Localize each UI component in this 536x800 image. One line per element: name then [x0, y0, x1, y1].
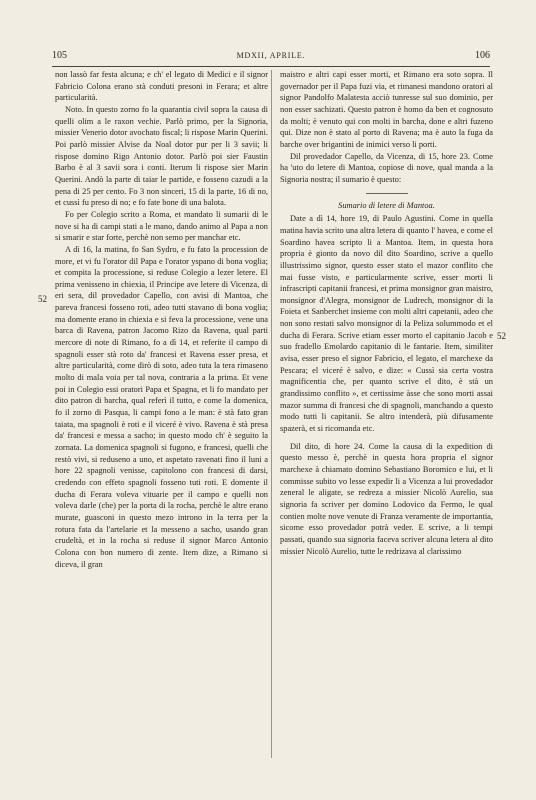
running-header [52, 50, 490, 64]
column-divider [271, 70, 272, 758]
left-paragraph: Noto. In questo zorno fo la quarantia civil sopra la causa di quelli olim a le raxon vechie. Parlò primo, per la Signoria, missier Venerio dotor avochato fiscal; li rispose Marin Querini. Poi parlò missier Alvise da Noal dotor pur per li 3 savii; li rispose domino Rigo Antonio dotor. Parlò poi sier Faustin Barbo è al 3 savii sora i conti. Iterum li rispose sier Marin Querini. Andò la parte di taiar le partide, e fosseno cazudi a la pena di 25 per cento. Fo 3 non sinceri, 15 di la parte, 16 di no, et cussì fu preso di no; e fo fate bone di una balota. [55, 104, 268, 208]
header-rule [52, 66, 490, 67]
page-number-left: 105 [52, 50, 67, 61]
left-paragraph: Fo per Colegio scrito a Roma, et mandato li sumarii di le nove si ha di campi stati a le mano, dando animo al Papa a non si smarir e star forte, perchè non semo per manchar etc. [55, 209, 268, 243]
left-column [55, 69, 268, 570]
running-title: MDXII, APRILE. [236, 51, 306, 60]
right-column [280, 69, 493, 557]
left-paragraph: non lassò far festa alcuna; e ch' el legato di Medici e il signor Fabricio Colona erano stà conduti presoni in Ferara; et altre particularità. [55, 70, 268, 103]
page-number-right: 106 [475, 50, 490, 61]
margin-number-right: 52 [497, 331, 506, 341]
section-subtitle: Sumario di letere di Mantoa. [338, 200, 435, 210]
margin-number-left: 52 [38, 294, 47, 304]
right-paragraph: maistro e altri capi esser morti, et Rimano era soto sopra. Il governador per il Papa fuzi via, et rimanesi mandono oratori al signor Pandolfo Malatesta acciò tunresse sul suo dominio, per non esser sachizati. Questo patron è homo da ben et cognosuto da molti; è venuto qui con molti in barcha, done e altri fuzeno qui. Dize non è stato al porto di Ravena; ma è auto la fuga da barche over brigantini de inimici verso li porti. [280, 70, 493, 149]
section-rule [366, 193, 408, 194]
right-paragraph: Dil dito, dì hore 24. Come la causa di la expedition di questo messo è, perchè in questa hora propria el signor marchexe à chiamato domino Sebastiano Boromico e lui, et li commisse subito vo lesse expedir li a Vicenza a lui provedador zeneral le aligate, se redreza a missier Nicolò Aurelio, sua signoria fa scriver per domino Lodovico da Fermo, le qual contien molte nove venute di Franza veramente de importantia, sicome esso provedador potrà veder. E scrive, a li tempi passati, quando sua signoria faceva scriver alcuna letera al dito missier Nicolò Aurelio, tutte le redrizava al clarissimo [280, 441, 493, 556]
right-paragraph: Dil provedador Capello, da Vicenza, di 15, hore 23. Come ha 'uto do letere di Mantoa, copiose di nove, qual manda a la Signoria nostra; il sumario è questo: [280, 151, 493, 184]
left-paragraph: A dì 16, la matina, fo San Sydro, e fu fato la procession de more, et vi fu l'orator dil Papa e l'orator yspano di bona voglia; et compita la processione, si reduse Colegio a lezer letere. El prima venisseno in chiexia, il Principe ave letere di Vicenza, di eri sera, dil provedador Capello, con avisi di Mantoa, che pareva francesi fosseno roti, adeo tutti stavano di bona voglia; ma domente erano in chiexia e si feva la processione, vene una barca di Ravena, patron Jacomo Rizo da Ravena, qual parti mercore di note di Rimano, fo a dì 14, et referite il campo di spagnoli esser stà roto da' francesi et Ravena esser presa, et altre particularità, come dirò di soto, adeo tuta la tera rimaseno molto di mala voia per tal nova, contraria a la prima. Et vene poi in Colegio essi oratori Papa et Spagna, et li fo mandato per dito patron di barcha, qual referì il tutto, e come la domenica, fo il zorno di Pasqua, li campi fono a le man: è stà fato gran taiata, ma spagnoli è roti e il viceré è vivo. Ravena è stà presa da' francesi e messa a sacho; in questo modo ch' è seguito la zornata. La domenica spagnoli si fugono, e francesi, quelli che restò vivi, si reduseno a uno, et aspetato ravenati fino il luni a hore 22 spagnoli venisse, capitolono con francesi di darsi, credendo con effeto spagnoli fosseno tuti roti. E domente il ducha di Ferara voleva vituarie per il campo e quelli non voleva darle (che) per la porta di la rocha, perchè le altre erano murate, guasconi in questo mezo introno in la terra per la rotura fata da l'artelarie et la messeno a sacho, usando gran crudeltà, et in la rocha si reduse il signor Marco Antonio Colona con bon numero di zente. Item dize, a Rimano si diceva, il gran [55, 244, 268, 569]
right-paragraph: Date a dì 14, hore 19, di Paulo Agustini. Come in quella matina havia scrito una altra letera di quanto l' havea, e come el Soardino havea scripto li a Mantoa. Item, in questa hora propria è gionto da novo dil dito Soardino, scrive a quello illustrissimo signor, questo esser stato el mazor conflito che mai fusse visto, e particularmente scrive, esser morti li infrascripti capitanii francesi, et prima monsignor gran maistro, monsignor d'Alegra, monsignor de Ludrech, monsignor di la Foieta et Sanberchet insieme con molti altri capetanii, adeo che non sono restati salvo monsignor di la Peliza solummodo et el ducha di Ferara. Scrive etiam esser morto el capitanio Jacob e suo fradello Emolardo capitanio di le fantarie. Item, similiter avisa, esser preso el signor Fabricio, el legato, el marchexe da Pescara; el viceré è salvo, e dize: « Cussì sia certa vostra magnificentia che, per quanto scrive el dito, è stà un grandissimo conflito », et certissime àsse che sono morti assai mazor summa di francesi che di spagnoli, manchando a questo modo tutti li capitanii. Se altro intenderà, più difusamente spazerà, et si ricomanda etc. [280, 214, 493, 434]
